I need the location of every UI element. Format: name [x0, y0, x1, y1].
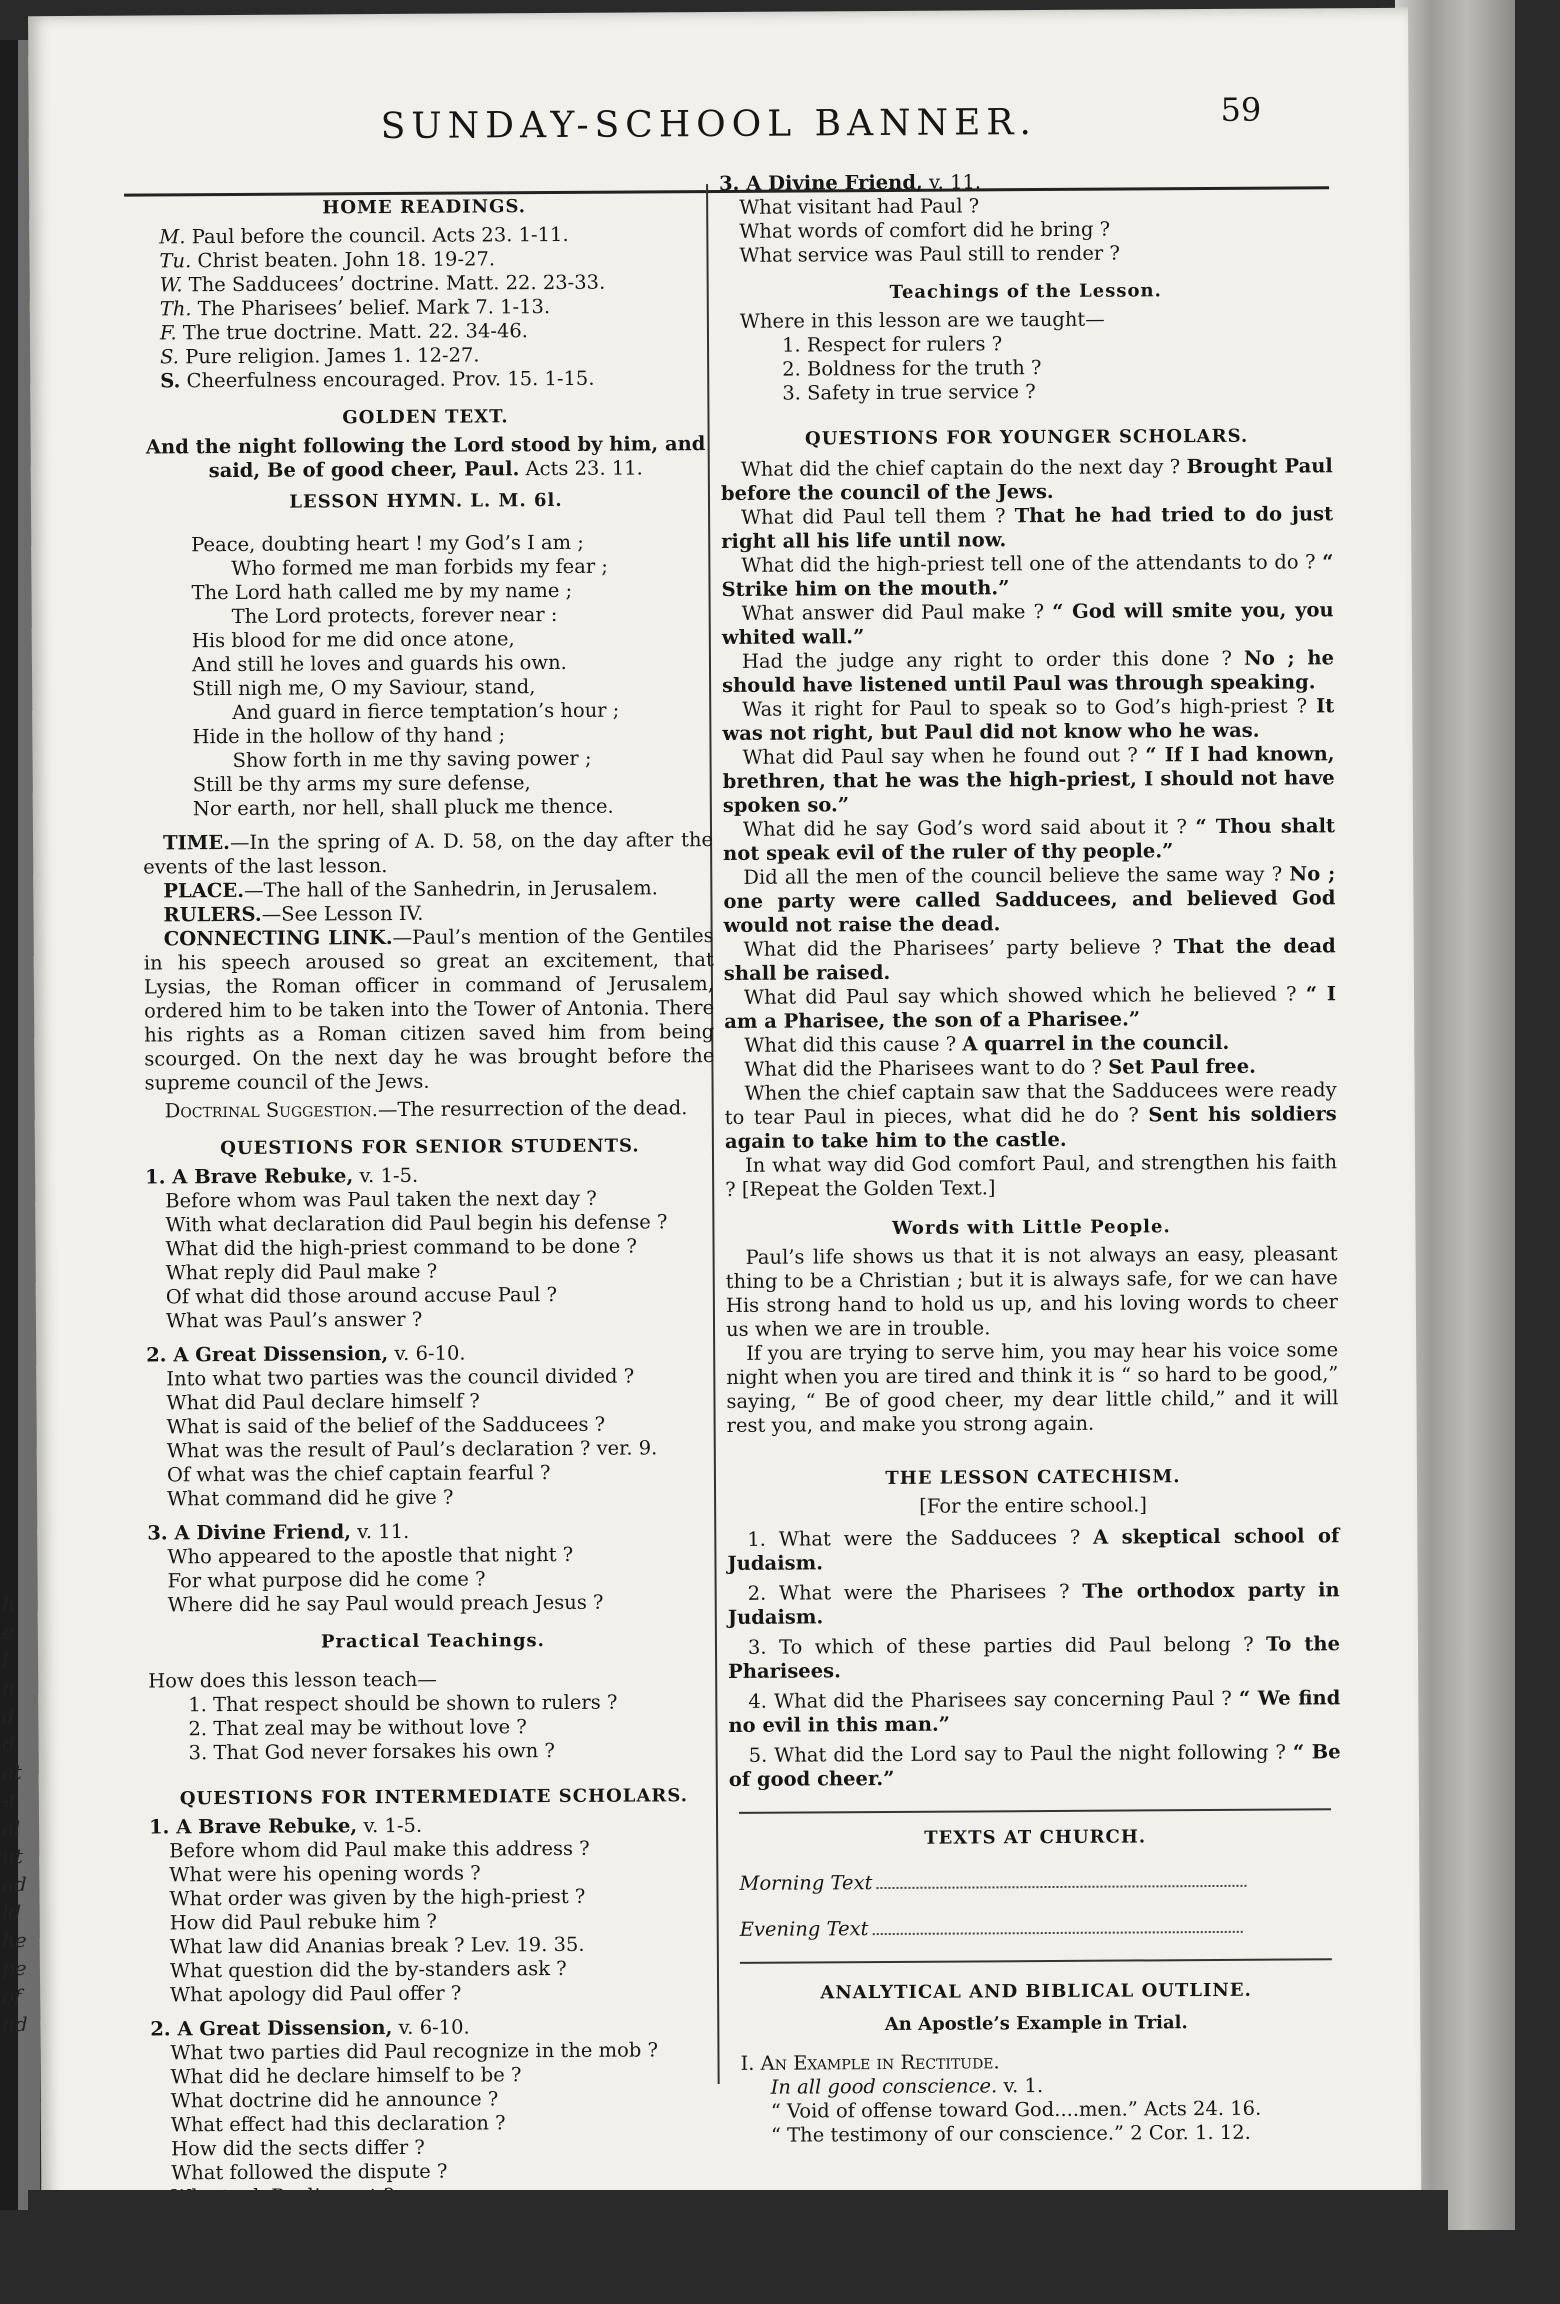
question: What did the high-priest command to be done ? — [165, 1234, 637, 1261]
practical-intro: How does this lesson teach— — [148, 1667, 437, 1693]
qa-item: What answer did Paul make ? “ God will smite you, you whited wall.” — [721, 598, 1334, 649]
hymn-line: The Lord protects, forever near : — [231, 602, 558, 628]
evening-text-field: Evening Text — [730, 1914, 1342, 1942]
qa-item: What did Paul tell them ? That he had tried to do just right all his life until now. — [721, 502, 1334, 553]
catechism-item: 2. What were the Pharisees ? The orthodox party in Judaism. — [727, 1578, 1340, 1629]
right-column — [719, 168, 1343, 2148]
question: Who appeared to the apostle that night ? — [167, 1542, 574, 1569]
outline-heading: ANALYTICAL AND BIBLICAL OUTLINE. — [820, 1979, 1252, 2004]
hymn-line: His blood for me did once atone, — [191, 627, 515, 653]
left-column — [139, 186, 722, 2281]
place-note: PLACE.—The hall of the Sanhedrin, in Jerusalem. — [163, 876, 659, 903]
question: What visitant had Paul ? — [739, 194, 980, 219]
question: Of what was the chief captain fearful ? — [166, 1461, 551, 1487]
hymn-line: Who formed me man forbids my fear ; — [231, 554, 608, 580]
question: What effect had this declaration ? — [170, 2111, 506, 2137]
question: What command did he give ? — [167, 1485, 454, 1511]
question: How did Paul rebuke him ? — [169, 1909, 438, 1935]
qa-item: What did the Pharisees want to do ? Set Paul free. — [744, 1054, 1256, 1081]
question: What question did the by-standers ask ? — [169, 1956, 567, 1983]
qa-item: What did the Pharisees’ party believe ? That the dead shall be raised. — [723, 934, 1336, 985]
question: What did Paul declare himself ? — [166, 1389, 480, 1415]
margin-fragment: pe — [2, 1956, 27, 1980]
margin-fragment: of — [2, 1984, 22, 2008]
home-readings-heading: HOME READINGS. — [322, 196, 527, 219]
question: What words of comfort did he bring ? — [739, 217, 1111, 243]
margin-fragment: h — [2, 1592, 15, 1616]
practical-item: 3. That God never forsakes his own ? — [188, 1739, 556, 1765]
qa-item: When the chief captain saw that the Sadducees were ready to tear Paul in pieces, what did he do ? Sent his soldiers again to take him to the castle. — [724, 1078, 1337, 1153]
little-people-heading: Words with Little People. — [892, 1216, 1171, 1239]
margin-fragment: ld — [2, 1900, 22, 1924]
teaching-item: 3. Safety in true service ? — [782, 380, 1036, 405]
qa-item: Did all the men of the council believe the same way ? No ; one party were called Sadducees, and believed God would not raise the dead. — [723, 862, 1336, 937]
connecting-link: CONNECTING LINK.—Paul’s mention of the Gentiles in his speech aroused so great an excitement, that Lysias, the Roman officer in command of Jerusalem, ordered him to be taken into the Tower of Antonia. There his rights as a Roman citizen saved him from being scourged. On the next day he was brought before the supreme council of the Jews. — [143, 924, 715, 1095]
question: What two parties did Paul recognize in the mob ? — [170, 2038, 659, 2065]
senior-subsection: 2. A Great Dissension, v. 6-10. Into what two parties was the council divided ? What did Paul declare himself ? What is said of the belief of the Sadducees ? What was the result of Paul’s declaration ? ver. 9. Of what was the chief captain fearful ? What command did he give ? — [146, 1340, 717, 1511]
outline-line: “ The testimony of our conscience.” 2 Cor. 1. 12. — [770, 2120, 1251, 2147]
little-people-paragraph: If you are trying to serve him, you may hear his voice some night when you are tired and think it is “ so hard to be good,” saying, “ Be of good cheer, my dear little child,” and it will rest you, and make you strong again. — [726, 1338, 1339, 1437]
teaching-item: 2. Boldness for the truth ? — [782, 356, 1042, 381]
senior-subsection: 1. A Brave Rebuke, v. 1-5. Before whom was Paul taken the next day ? With what declaration did Paul begin his defense ? What did the high-priest command to be done ? What reply did Paul make ? Of what did those around accuse Paul ? What was Paul’s answer ? — [145, 1162, 716, 1333]
question: Before whom was Paul taken the next day ? — [165, 1186, 597, 1213]
question: What was Paul’s answer ? — [165, 1307, 423, 1333]
hymn-line: And guard in fierce temptation’s hour ; — [232, 698, 620, 724]
reading-item: S. Cheerfulness encouraged. Prov. 15. 1-15. — [160, 366, 595, 393]
qa-item: What did Paul say which showed which he believed ? “ I am a Pharisee, the son of a Pharisee.” — [724, 982, 1337, 1033]
catechism-item: 3. To which of these parties did Paul belong ? To the Pharisees. — [728, 1632, 1341, 1683]
question: Before whom did Paul make this address ? — [169, 1836, 590, 1863]
question: What were his opening words ? — [169, 1861, 481, 1887]
outline-line: In all good conscience. v. 1. — [770, 2074, 1044, 2099]
younger-heading: QUESTIONS FOR YOUNGER SCHOLARS. — [804, 425, 1249, 450]
margin-fragment: ut — [2, 1844, 23, 1868]
hymn-line: Nor earth, nor hell, shall pluck me thence. — [192, 794, 614, 821]
question: What doctrine did he announce ? — [170, 2087, 499, 2113]
reading-item: F. The true doctrine. Matt. 22. 34-46. — [159, 319, 528, 345]
catechism-heading: THE LESSON CATECHISM. — [885, 1466, 1181, 1490]
question: How did the sects differ ? — [170, 2135, 425, 2161]
outline-subheading: An Apostle’s Example in Trial. — [884, 2012, 1188, 2036]
running-title: SUNDAY-SCHOOL BANNER. — [380, 102, 1037, 148]
younger-qa — [721, 454, 1338, 1202]
home-readings-list — [139, 222, 710, 393]
qa-item: What did the chief captain do the next day ? Brought Paul before the council of the Jews. — [720, 454, 1333, 505]
margin-fragment: l — [2, 1648, 9, 1672]
practical-item: 1. That respect should be shown to rulers ? — [188, 1690, 618, 1717]
outline-section: I. An Example in Rectitude. — [740, 2050, 1000, 2075]
catechism-item: 1. What were the Sadducees ? A skeptical school of Judaism. — [727, 1524, 1340, 1575]
teachings-intro: Where in this lesson are we taught— — [739, 307, 1105, 333]
question: What order was given by the high-priest ? — [169, 1884, 586, 1911]
texts-at-church-heading: TEXTS AT CHURCH. — [924, 1826, 1147, 1849]
qa-item: Had the judge any right to order this done ? No ; he should have listened until Paul was through speaking. — [722, 646, 1335, 697]
section-rule — [740, 1958, 1332, 1964]
practical-item: 2. That zeal may be without love ? — [188, 1715, 527, 1741]
hymn-line: Still nigh me, O my Saviour, stand, — [192, 675, 536, 701]
teachings-heading: Teachings of the Lesson. — [889, 280, 1162, 303]
hymn-line: And still he loves and guards his own. — [191, 650, 567, 677]
hymn-line: Hide in the hollow of thy hand ; — [192, 723, 506, 749]
qa-item: What did Paul say when he found out ? “ If I had known, brethren, that he was the high-priest, I should not have spoken so.” — [722, 742, 1335, 817]
morning-text-field: Morning Text — [729, 1868, 1341, 1896]
question: What reply did Paul make ? — [165, 1259, 438, 1285]
catechism-subheading: [For the entire school.] — [919, 1493, 1148, 1518]
margin-fragment: e — [2, 1620, 14, 1644]
margin-fragment: nd — [2, 2012, 28, 2036]
reading-item: M. Paul before the council. Acts 23. 1-11. — [159, 222, 569, 249]
divine-friend-section: 3. A Divine Friend, v. 11. What visitant had Paul ? What words of comfort did he bring ? What service was Paul still to render ? — [719, 168, 1332, 268]
question: With what declaration did Paul begin his defense ? — [165, 1210, 668, 1237]
section-rule — [739, 1808, 1331, 1814]
lesson-hymn-heading: LESSON HYMN. L. M. 6l. — [289, 489, 563, 513]
lesson-hymn — [141, 530, 713, 821]
teaching-item: 1. Respect for rulers ? — [781, 332, 1003, 357]
qa-item: What did this cause ? A quarrel in the council. — [744, 1030, 1230, 1057]
question: What is said of the belief of the Sadducees ? — [166, 1412, 606, 1439]
intermediate-subsection: 1. A Brave Rebuke, v. 1-5. Before whom did Paul make this address ? What were his opening words ? What order was given by the high-priest ? How did Paul rebuke him ? What law did Ananias break ? Lev. 19. 35. What question did the by-standers ask ? What apology did Paul offer ? — [149, 1812, 720, 2007]
practical-teachings-heading: Practical Teachings. — [320, 1630, 545, 1653]
golden-text-heading: GOLDEN TEXT. — [342, 406, 509, 429]
reading-item: S. Pure religion. James 1. 12-27. — [160, 343, 480, 369]
question: What was the result of Paul’s declaration ? ver. 9. — [166, 1436, 658, 1463]
book-page — [28, 8, 1422, 2256]
margin-fragment: d — [2, 1732, 15, 1756]
outline-line: “ Void of offense toward God....men.” Acts 24. 16. — [770, 2096, 1262, 2123]
question: What did he declare himself to be ? — [170, 2063, 522, 2089]
margin-fragment: ad — [2, 1872, 27, 1896]
page-bottom-shadow — [28, 2190, 1448, 2304]
previous-page-margin — [2, 1590, 26, 2038]
hymn-line: Still be thy arms my sure defense, — [192, 771, 531, 797]
intermediate-heading: QUESTIONS FOR INTERMEDIATE SCHOLARS. — [179, 1785, 689, 1810]
qa-item: What did the high-priest tell one of the attendants to do ? “ Strike him on the mouth.” — [721, 550, 1334, 601]
qa-item: In what way did God comfort Paul, and strengthen his faith ? [Repeat the Golden Text.] — [725, 1150, 1338, 1201]
question: Into what two parties was the council divided ? — [166, 1364, 635, 1391]
golden-text: And the night following the Lord stood by him, and said, Be of good cheer, Paul. Acts 23. 11. — [145, 432, 706, 483]
hymn-line: Peace, doubting heart ! my God’s I am ; — [191, 530, 584, 557]
qa-item: What did he say God’s word said about it ? “ Thou shalt not speak evil of the ruler of thy people.” — [723, 814, 1336, 865]
reading-item: Th. The Pharisees’ belief. Mark 7. 1-13. — [159, 295, 551, 321]
question: Where did he say Paul would preach Jesus ? — [167, 1590, 604, 1617]
question: What followed the dispute ? — [171, 2159, 448, 2185]
senior-section — [145, 1162, 718, 1617]
margin-fragment: he — [2, 1928, 27, 1952]
margin-fragment: n — [2, 1676, 15, 1700]
little-people-paragraph: Paul’s life shows us that it is not always an easy, pleasant thing to be a Christian ; but it is always safe, for we can have His strong hand to hold us up, and his loving words to cheer us when we are in trouble. — [725, 1242, 1338, 1341]
catechism-item: 5. What did the Lord say to Paul the night following ? “ Be of good cheer.” — [728, 1740, 1341, 1791]
catechism-list — [727, 1524, 1341, 1792]
reading-item: Tu. Christ beaten. John 18. 19-27. — [159, 247, 496, 273]
question: For what purpose did he come ? — [167, 1567, 486, 1593]
question: What service was Paul still to render ? — [739, 241, 1120, 267]
question: What apology did Paul offer ? — [170, 1981, 462, 2007]
qa-item: Was it right for Paul to speak so to God’s high-priest ? It was not right, but Paul did not know who he was. — [722, 694, 1335, 745]
question: Of what did those around accuse Paul ? — [165, 1283, 558, 1309]
margin-fragment: d — [2, 1704, 15, 1728]
margin-fragment: -t — [2, 1788, 17, 1812]
hymn-line: Show forth in me thy saving power ; — [232, 746, 592, 772]
catechism-item: 4. What did the Pharisees say concerning Paul ? “ We find no evil in this man.” — [728, 1686, 1341, 1737]
reading-item: W. The Sadducees’ doctrine. Matt. 22. 23-33. — [159, 270, 606, 297]
intermediate-subsection: 2. A Great Dissension, v. 6-10. What two parties did Paul recognize in the mob ? What did he declare himself to be ? What doctrine did he announce ? What effect had this declaration ? How did the sects differ ? What followed the dispute ? — [150, 2014, 722, 2281]
senior-heading: QUESTIONS FOR SENIOR STUDENTS. — [220, 1135, 640, 1160]
doctrinal-suggestion: Doctrinal Suggestion.—The resurrection of the dead. — [164, 1096, 688, 1123]
margin-fragment: al — [2, 1816, 21, 1840]
page-number: 59 — [1220, 90, 1262, 129]
hymn-line: The Lord hath called me by my name ; — [191, 578, 573, 605]
time-note: TIME.—In the spring of A. D. 58, on the day after the events of the last lesson. — [143, 828, 714, 879]
question: What law did Ananias break ? Lev. 19. 35. — [169, 1932, 585, 1959]
margin-fragment: at — [2, 1760, 22, 1784]
rulers-note: RULERS.—See Lesson IV. — [163, 901, 424, 927]
senior-subsection: 3. A Divine Friend, v. 11. Who appeared to the apostle that night ? For what purpose did he come ? Where did he say Paul would preach Jesus ? — [147, 1518, 718, 1617]
